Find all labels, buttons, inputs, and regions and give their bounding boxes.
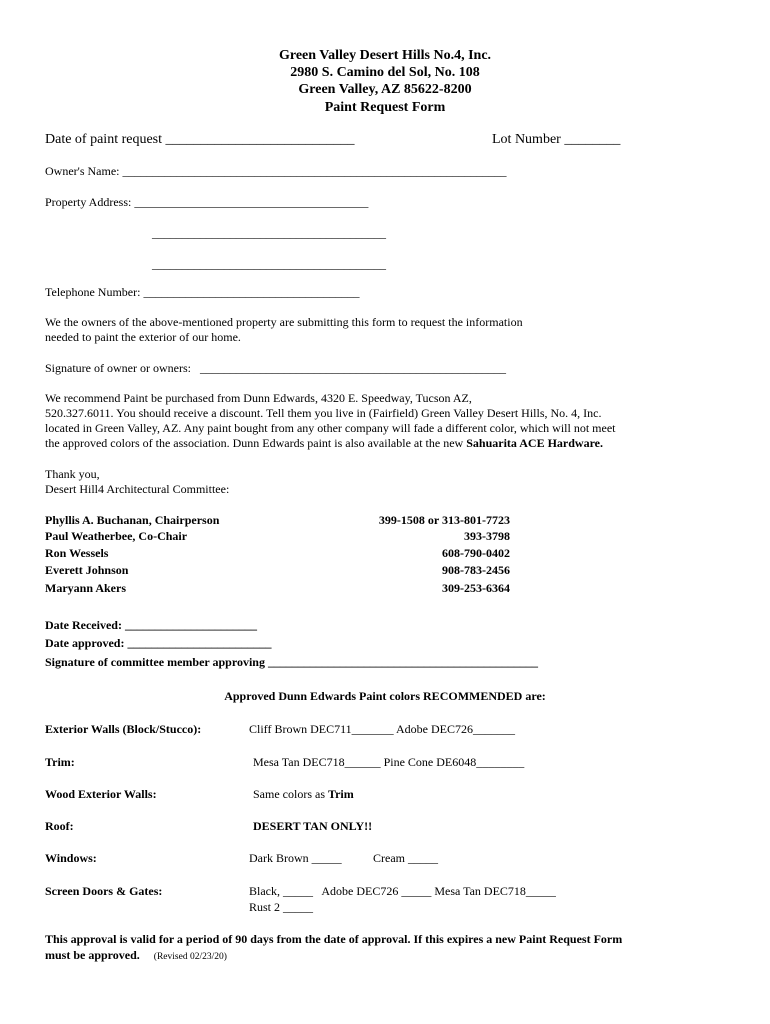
committee-member-phone: 309-253-6364 [442, 581, 510, 595]
statement-line-1: We the owners of the above-mentioned property are submitting this form to request the information [45, 315, 523, 329]
committee-member-name: Ron Wessels [45, 546, 109, 560]
store-name: Sahuarita ACE Hardware. [466, 436, 604, 450]
recommendation-line-2: 520.327.6011. You should receive a discount. Tell them you live in (Fairfield) Green Valley Desert Hills, No. 4, Inc. [45, 406, 602, 420]
wood-walls-label: Wood Exterior Walls: [45, 787, 157, 801]
property-address-line-3[interactable]: _______________________________________ [152, 257, 386, 271]
wood-walls-text: Same colors as [253, 787, 328, 801]
committee-member-phone: 908-783-2456 [442, 563, 510, 577]
wood-walls-trim: Trim [327, 787, 354, 801]
committee-signature-field[interactable]: Signature of committee member approving _____________________________________________ [45, 655, 538, 669]
lot-number-field[interactable]: Lot Number ________ [492, 132, 621, 147]
committee-member-name: Phyllis A. Buchanan, Chairperson [45, 513, 220, 527]
committee-member-name: Everett Johnson [45, 563, 129, 577]
trim-label: Trim: [45, 755, 75, 769]
form-title: Paint Request Form [324, 100, 446, 115]
trim-options[interactable]: Mesa Tan DEC718______ Pine Cone DE6048________ [253, 755, 525, 769]
recommendation-line-1: We recommend Paint be purchased from Dunn Edwards, 4320 E. Speedway, Tucson AZ, [45, 391, 472, 405]
date-received-field[interactable]: Date Received: ______________________ [45, 618, 257, 632]
owner-signature-field[interactable]: Signature of owner or owners: ___________________________________________________ [45, 361, 506, 375]
wood-walls-value [253, 787, 354, 802]
windows-option-cream[interactable]: Cream _____ [373, 851, 438, 865]
recommendation-line-4 [45, 436, 603, 451]
roof-label: Roof: [45, 819, 74, 833]
date-of-request-field[interactable]: Date of paint request ___________________________ [45, 132, 355, 147]
windows-label: Windows: [45, 851, 97, 865]
committee-member-phone: 399-1508 or 313-801-7723 [378, 513, 510, 527]
validity-notice-line-2 [45, 948, 227, 963]
property-address-field[interactable]: Property Address: _______________________________________ [45, 195, 369, 209]
committee-member-name: Maryann Akers [45, 581, 126, 595]
revision-date: (Revised 02/23/20) [153, 952, 227, 962]
date-approved-field[interactable]: Date approved: ________________________ [45, 636, 272, 650]
organization-address-2: Green Valley, AZ 85622-8200 [298, 82, 472, 97]
recommendation-text: the approved colors of the association. Dunn Edwards paint is also available at the new [45, 436, 467, 450]
organization-address-1: 2980 S. Camino del Sol, No. 108 [290, 65, 480, 80]
thank-you: Thank you, [45, 467, 100, 481]
owners-name-field[interactable]: Owner's Name: ________________________________________________________________ [45, 164, 507, 178]
committee-title: Desert Hill4 Architectural Committee: [45, 482, 230, 496]
screen-doors-option-rust[interactable]: Rust 2 _____ [249, 900, 314, 914]
telephone-field[interactable]: Telephone Number: ____________________________________ [45, 285, 360, 299]
colors-title: Approved Dunn Edwards Paint colors RECOMMENDED are: [224, 689, 546, 703]
property-address-line-2[interactable]: _______________________________________ [152, 226, 386, 240]
statement-line-2: needed to paint the exterior of our home. [45, 330, 241, 344]
recommendation-line-3: located in Green Valley, AZ. Any paint bought from any other company will fade a different color, which will not meet [45, 421, 616, 435]
screen-doors-options[interactable]: Black, _____ Adobe DEC726 _____ Mesa Tan DEC718_____ [249, 884, 556, 898]
screen-doors-label: Screen Doors & Gates: [45, 884, 163, 898]
validity-notice-text: must be approved. [45, 948, 140, 962]
roof-value: DESERT TAN ONLY!! [253, 819, 373, 833]
windows-option-dark-brown[interactable]: Dark Brown _____ [249, 851, 342, 865]
committee-member-phone: 608-790-0402 [442, 546, 510, 560]
committee-member-phone: 393-3798 [464, 529, 510, 543]
exterior-walls-label: Exterior Walls (Block/Stucco): [45, 722, 202, 736]
exterior-walls-options[interactable]: Cliff Brown DEC711_______ Adobe DEC726_______ [249, 722, 515, 736]
validity-notice-line-1: This approval is valid for a period of 90 days from the date of approval. If this expires a new Paint Request Form [45, 932, 623, 946]
committee-member-name: Paul Weatherbee, Co-Chair [45, 529, 188, 543]
organization-name: Green Valley Desert Hills No.4, Inc. [278, 48, 492, 63]
